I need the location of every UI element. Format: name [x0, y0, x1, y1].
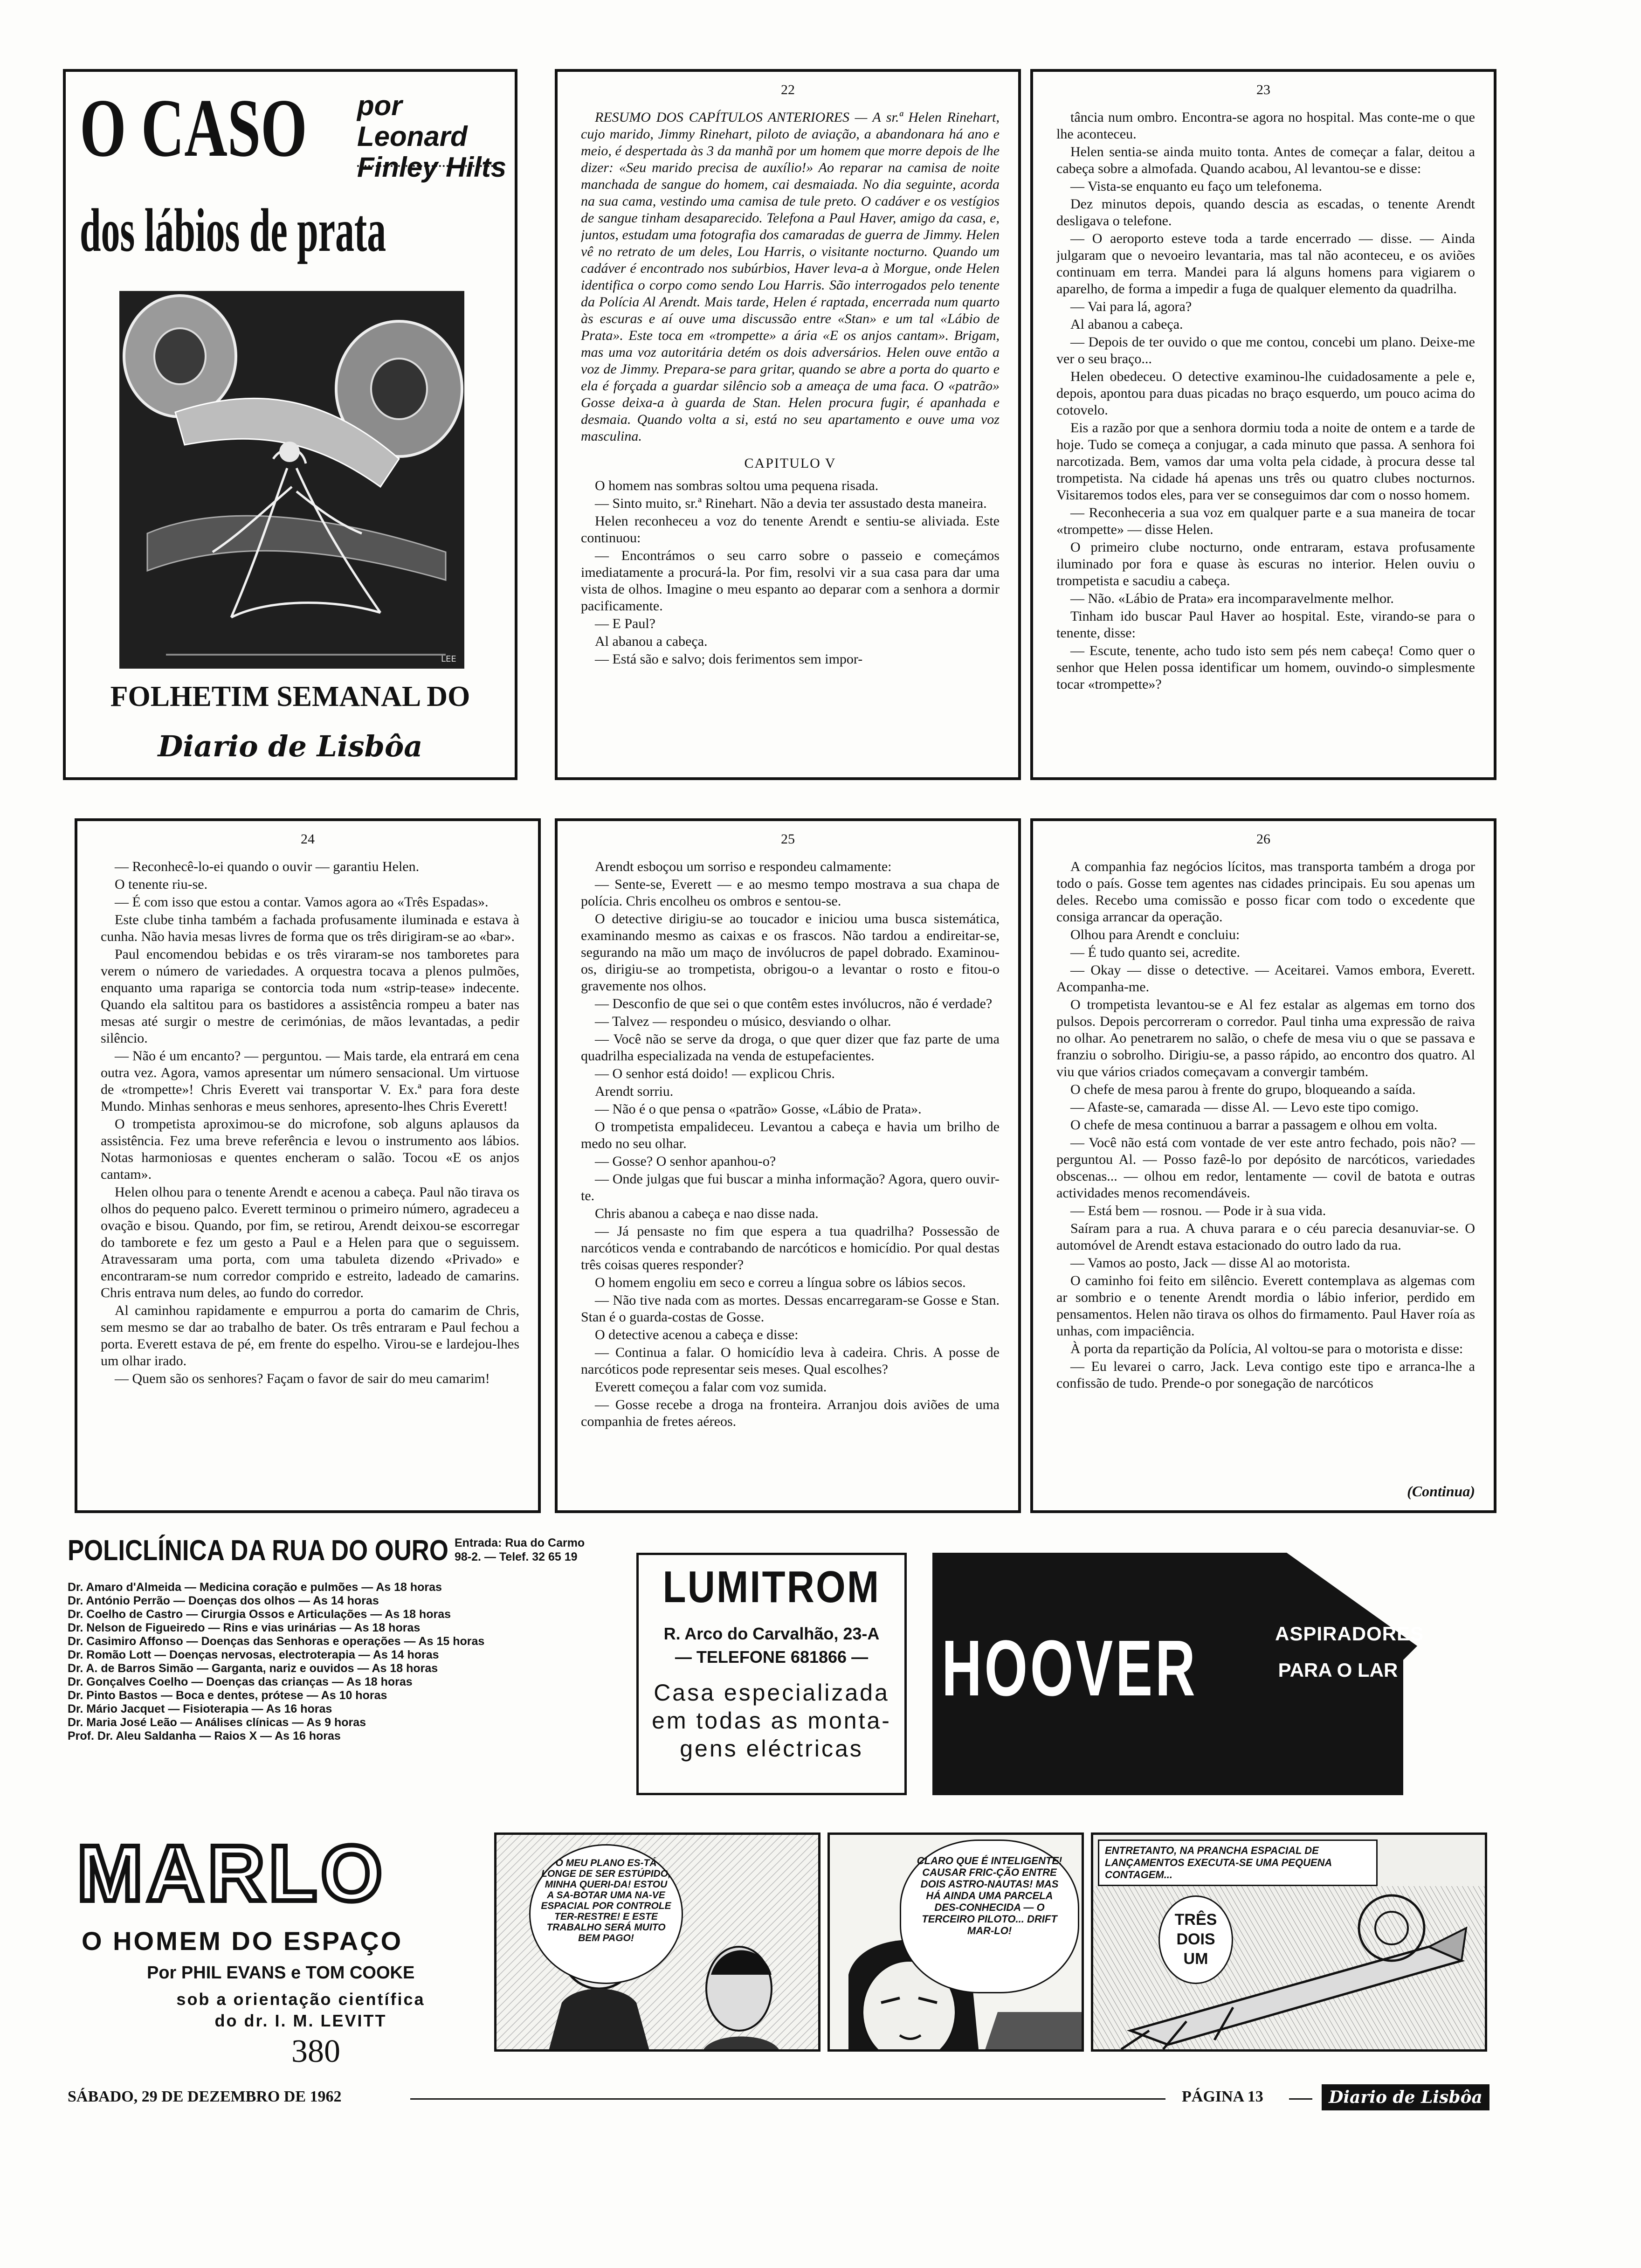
paragraph: Paul encomendou bebidas e os três viraram-se nos tamboretes para verem o número de variedades. A orquestra tocava a plenos pulmões, enquanto uma rapariga se contorcia toda num «strip-tease» indecente. Quando ela saltitou para os bastidores a assistência rompeu a bater nas mesas até surgir o mestre de cerimónias, de mãos levantadas, a pedir silêncio.: [101, 947, 519, 1046]
byline-rule: [357, 165, 497, 170]
countdown-bubble: [1158, 1895, 1233, 1984]
paragraph: — Não tive nada com as mortes. Dessas encarregaram-se Gosse e Stan. Stan é o guarda-costas de Gosse.: [581, 1293, 1000, 1325]
doctor-row: Dr. Mário Jacquet — Fisioterapia — As 16 horas: [68, 1702, 332, 1715]
paragraph: — Reconhecê-lo-ei quando o ouvir — garantiu Helen.: [115, 859, 420, 874]
paragraph: — Está são e salvo; dois ferimentos sem impor-: [595, 651, 863, 667]
paragraph: Helen obedeceu. O detective examinou-lhe cuidadosamente a pele e, depois, apontou para duas picadas no braço esquerdo, um pouco acima do cotovelo.: [1056, 369, 1475, 418]
paragraph: — E Paul?: [595, 616, 655, 631]
tagline-line: Casa especializada: [654, 1680, 889, 1706]
paragraph: — Continua a falar. O homicídio leva à cadeira. Chris. A posse de narcóticos pode representar seis meses. Qual escolhes?: [581, 1345, 1000, 1377]
paragraph: A companhia faz negócios lícitos, mas transporta também a droga por todo o país. Gosse tem agentes nas cidades principais. Eu sou apenas um deles. Recebo uma comissão e posso ficar com todo o excedente que consiga arrancar da operação.: [1056, 859, 1475, 925]
paragraph: — Encontrámos o seu carro sobre o passeio e começámos imediatamente a procurá-la. Por fim, resolvi vir a sua casa para dar uma vista de olhos. Imagine o meu espanto ao deparar com a senhora a dormir pacificamente.: [581, 548, 1000, 614]
paragraph: O primeiro clube nocturno, onde entraram, estava profusamente iluminado por fora e quase às escuras no interior. Helen ouviu o trompetista e sacudiu a cabeça.: [1056, 539, 1475, 588]
comic-panel-3: [1091, 1832, 1487, 2052]
paragraph: O detective dirigiu-se ao toucador e iniciou uma busca sistemática, examinando mesmo as caixas e os frascos. Não tardou a endireitar-se, segurando na mão um maço de invólucros de papel dobrado. Examinou-os, dirigiu-se ao trompetista, obrigou-o a levantar o rosto e fitou-o gravemente nos olhos.: [581, 911, 1000, 994]
paragraph: Arendt sorriu.: [595, 1084, 674, 1099]
lumitrom-ad: [636, 1553, 907, 1795]
paragraph: Arendt esboçou um sorriso e respondeu calmamente:: [595, 859, 892, 874]
speech-bubble: CLARO QUE É INTELIGENTE! CAUSAR FRIC-ÇÃO ENTRE DOIS ASTRO-NAUTAS! MAS HÁ AINDA UMA PARCELA DES-CONHECIDA — O TERCEIRO PILOTO... DRIFT MAR-LO!: [900, 1839, 1079, 1993]
doctor-row: Dr. Amaro d'Almeida — Medicina coração e pulmões — As 18 horas: [68, 1581, 442, 1594]
lumitrom-address: R. Arco do Carvalhão, 23-A: [663, 1624, 880, 1643]
paragraph: tância num ombro. Encontra-se agora no hospital. Mas conte-me o que lhe aconteceu.: [1056, 110, 1475, 142]
paragraph: O trompetista empalideceu. Levantou a cabeça e havia um brilho de medo no seu olhar.: [581, 1119, 1000, 1151]
hoover-line-1: ASPIRADORES: [1275, 1623, 1424, 1645]
page-footer: [68, 2084, 1489, 2112]
paragraph: — Você não está com vontade de ver este antro fechado, pois não? — perguntou Al. — Posso fazê-lo por depósito de narcóticos, variedades obscenas... — olhou em redor, lentamente — covil de batota e outras actividades menos recomendáveis.: [1056, 1135, 1475, 1201]
doctor-row: Dr. Maria José Leão — Análises clínicas — As 9 horas: [68, 1716, 366, 1729]
paragraph: — Sinto muito, sr.ª Rinehart. Não a devia ter assustado desta maneira.: [595, 496, 987, 511]
story-subtitle: dos lábios de prata: [80, 196, 386, 264]
paragraph: Helen reconheceu a voz do tenente Arendt e sentiu-se aliviada. Este continuou:: [581, 513, 1000, 546]
paragraph: — É tudo quanto sei, acredite.: [1070, 945, 1241, 960]
paragraph: Al caminhou rapidamente e empurrou a porta do camarim de Chris, sem mesmo se dar ao trabalho de bater. Os três entraram e Paul fechou a porta. Everett estava de pé, em frente do espelho. Virou-se e lardejou-lhes um olhar irado.: [101, 1303, 519, 1369]
doctor-row: Dr. Coelho de Castro — Cirurgia Ossos e Articulações — As 18 horas: [68, 1608, 451, 1621]
lumitrom-phone: — TELEFONE 681866 —: [675, 1647, 869, 1666]
hoover-ad: [932, 1553, 1492, 1814]
paragraph: — Onde julgas que fui buscar a minha informação? Agora, quero ouvir-te.: [581, 1171, 1000, 1203]
paragraph: Al abanou a cabeça.: [1070, 317, 1183, 332]
doctor-row: Dr. A. de Barros Simão — Garganta, nariz e ouvidos — As 18 horas: [68, 1662, 438, 1675]
story-text: [581, 109, 1000, 763]
paragraph: — Quem são os senhores? Façam o favor de sair do meu camarim!: [115, 1371, 490, 1386]
comic-guidance: [124, 1989, 478, 2032]
doctor-row: Dr. Nelson de Figueiredo — Rins e vias urinárias — As 18 horas: [68, 1621, 421, 1634]
paragraph: — Gosse recebe a droga na fronteira. Arranjou dois aviões de uma companhia de fretes aéreos.: [581, 1397, 1000, 1429]
tagline-line: em todas as monta-: [652, 1708, 891, 1734]
paragraph: Saíram para a rua. A chuva parara e o céu parecia desanuviar-se. O automóvel de Arendt estava estacionado do outro lado da rua.: [1056, 1221, 1475, 1253]
doctor-list: [68, 1581, 484, 1743]
story-page-26: [1030, 818, 1496, 1513]
paragraph: Tinham ido buscar Paul Haver ao hospital. Este, virando-se para o tenente, disse:: [1056, 608, 1475, 641]
countdown-word: DOIS: [1176, 1930, 1215, 1948]
doctor-row: Dr. Gonçalves Coelho — Doenças das crianças — As 18 horas: [68, 1675, 413, 1688]
continued-label: (Continua): [1407, 1483, 1475, 1500]
speech-bubble: O MEU PLANO ES-TÁ LONGE DE SER ESTÚPIDO, MINHA QUERI-DA! ESTOU A SA-BOTAR UMA NA-VE ESPACIAL POR CONTROLE TER-RESTRE! E ESTE TRABALHO SERÁ MUITO BEM PAGO!: [529, 1844, 683, 1984]
phone-line: 98-2. — Telef. 32 65 19: [455, 1550, 578, 1563]
paragraph: Helen olhou para o tenente Arendt e acenou a cabeça. Paul não tirava os olhos do pequeno palco. Everett terminou o primeiro número, agradeceu a ovação e bisou. Quando, por fim, se retirou, Arendt deixou-se escorregar do tamborete e fez um gesto a Paul e a Helen para que o seguissem. Atravessaram uma porta, com uma tabuleta dizendo «Privado» e encontraram-se num corredor comprido e estreito, ladeado de camarins. Chris entrava num deles, ao fundo do corredor.: [101, 1184, 519, 1300]
paragraph: Helen sentia-se ainda muito tonta. Antes de começar a falar, deitou a cabeça sobre a almofada. Quando acabou, Al levantou-se e disse:: [1056, 144, 1475, 176]
paragraph: O chefe de mesa parou à frente do grupo, bloqueando a saída.: [1070, 1082, 1416, 1097]
paragraph: — Você não se serve da droga, o que quer dizer que faz parte de uma quadrilha especializada na venda de estupefacientes.: [581, 1031, 1000, 1064]
footer-page: PÁGINA 13: [1182, 2088, 1263, 2105]
paragraph: — Okay — disse o detective. — Aceitarei. Vamos embora, Everett. Acompanha-me.: [1056, 962, 1475, 995]
comic-panel-2: [827, 1832, 1084, 2052]
paragraph: — Talvez — respondeu o músico, desviando o olhar.: [595, 1014, 891, 1029]
page-number: 22: [781, 82, 795, 97]
paragraph: À porta da repartição da Polícia, Al voltou-se para o motorista e disse:: [1070, 1341, 1463, 1356]
paragraph: — É com isso que estou a contar. Vamos agora ao «Três Espadas».: [115, 894, 489, 910]
paragraph: O tenente riu-se.: [115, 877, 208, 892]
paragraph: O detective acenou a cabeça e disse:: [595, 1327, 799, 1342]
paragraph: Olhou para Arendt e concluiu:: [1070, 927, 1240, 942]
paragraph: O homem nas sombras soltou uma pequena risada.: [595, 478, 879, 493]
byline-line-1: por Leonard: [357, 90, 468, 152]
doctor-row: Dr. Pinto Bastos — Boca e dentes, prótese — As 10 horas: [68, 1689, 387, 1702]
newspaper-masthead: Diario de Lisbôa: [158, 729, 423, 763]
policlinica-address: [455, 1536, 585, 1564]
paragraph: — Não é um encanto? — perguntou. — Mais tarde, ela entrará em cena outra vez. Agora, vamos apresentar um número sensacional. Um virtuose de «trompette»! Chris Everett vai transportar V. Ex.ª para fora deste Mundo. Minhas senhoras e meus senhores, apresento-lhes Chris Everett!: [101, 1048, 519, 1114]
story-page-23: [1030, 69, 1496, 780]
countdown-word: UM: [1183, 1950, 1208, 1968]
paragraph: — Não é o que pensa o «patrão» Gosse, «Lábio de Prata».: [595, 1101, 922, 1117]
hoover-tagline: [1275, 1623, 1424, 1681]
paragraph: — Sente-se, Everett — e ao mesmo tempo mostrava a sua chapa de polícia. Chris encolheu os ombros e sentou-se.: [581, 877, 1000, 909]
paragraph: O trompetista levantou-se e Al fez estalar as algemas em torno dos pulsos. Depois percorreram o corredor. Paul tinha uma expressão de raiva no olhar. Ao penetrarem no salão, o chefe de mesa viu o que se passava e franziu o sobrolho. Dirigiu-se, a passo rápido, ao encontro dos quatro. Al viu que vários criados começavam a convergir também.: [1056, 997, 1475, 1079]
story-page-24: [75, 818, 541, 1513]
footer-masthead: Diario de Lisbôa: [1322, 2084, 1489, 2110]
comic-title: MARLO: [77, 1829, 386, 1918]
paragraph: — Afaste-se, camarada — disse Al. — Levo este tipo comigo.: [1070, 1099, 1419, 1115]
footer-date: SÁBADO, 29 DE DEZEMBRO DE 1962: [68, 2088, 342, 2105]
narration-caption: ENTRETANTO, NA PRANCHA ESPACIAL DE LANÇAMENTOS EXECUTA-SE UMA PEQUENA CONTAGEM...: [1098, 1839, 1378, 1886]
feuilleton-title-panel: [63, 69, 517, 780]
strip-number: 380: [291, 2033, 340, 2069]
paragraph: Al abanou a cabeça.: [595, 634, 708, 649]
doctor-row: Dr. Romão Lott — Doenças nervosas, electroterapia — As 14 horas: [68, 1648, 439, 1661]
paragraph: O trompetista aproximou-se do microfone, sob alguns aplausos da assistência. Fez uma breve referência e levou o instrumento aos lábios. Notas harmoniosas e quentes encheram o salão. Tocou «E os anjos cantam».: [101, 1116, 519, 1182]
tagline-line: gens eléctricas: [680, 1736, 863, 1762]
story-title: O CASO: [80, 82, 307, 174]
marlo-comic-header: [68, 1828, 478, 2070]
byline-line-2: Finley Hilts: [357, 152, 507, 183]
story-text: [581, 858, 1000, 1496]
comic-authors: Por PHIL EVANS e TOM COOKE: [147, 1963, 415, 1983]
paragraph: Eis a razão por que a senhora dormiu toda a noite de ontem e a tarde de hoje. Tudo se começa a conjugar, a cada minuto que passa. A senhora foi narcotizada. Bem, vamos dar uma volta pela cidade, à procura desse tal trompetista. Na cidade há apenas uns três ou quatro clubes nocturnos. Visitaremos todos eles, para ver se conseguimos dar com o nosso homem.: [1056, 420, 1475, 503]
countdown-word: TRÊS: [1174, 1911, 1217, 1929]
doctor-row: Dr. Casimiro Affonso — Doenças das Senhoras e operações — As 15 horas: [68, 1635, 485, 1648]
hoover-line-2: PARA O LAR: [1278, 1659, 1398, 1681]
page-number: 26: [1256, 831, 1270, 847]
comic-panel-1: [494, 1832, 820, 2052]
paragraph: — O aeroporto esteve toda a tarde encerrado — disse. — Ainda julgaram que o nevoeiro levantaria, mas tal não aconteceu, e os aviões continuam em terra. Mandei para lá alguns homens para vigiarem o aparelho, de forma a impedir a fuga de qualquer elemento da quadrilha.: [1056, 231, 1475, 297]
paragraph: Everett começou a falar com voz sumida.: [595, 1379, 827, 1395]
paragraph: Chris abanou a cabeça e nao disse nada.: [595, 1206, 819, 1221]
policlinica-title: POLICLÍNICA DA RUA DO OURO: [68, 1535, 448, 1567]
lumitrom-name: LUMITROM: [662, 1562, 881, 1612]
lumitrom-tagline: [639, 1679, 904, 1763]
page-number: 25: [781, 831, 795, 847]
paragraph: — Gosse? O senhor apanhou-o?: [595, 1154, 776, 1169]
hoover-brand: HOOVER: [942, 1624, 1198, 1713]
paragraph: Dez minutos depois, quando descia as escadas, o tenente Arendt desligava o telefone.: [1056, 196, 1475, 228]
page-number: 23: [1256, 82, 1270, 97]
page-number: 24: [301, 831, 315, 847]
policlinica-ad: [68, 1534, 627, 1795]
doctor-row: Dr. António Perrão — Doenças dos olhos — As 14 horas: [68, 1594, 379, 1607]
paragraph: — Reconheceria a sua voz em qualquer parte e a sua maneira de tocar «trompette» — disse Helen.: [1056, 505, 1475, 537]
paragraph: — Vamos ao posto, Jack — disse Al ao motorista.: [1070, 1255, 1351, 1271]
footer-rule-left: [410, 2098, 1165, 2100]
paragraph: — Depois de ter ouvido o que me contou, concebi um plano. Deixe-me ver o seu braço...: [1056, 334, 1475, 366]
paragraph: — Não. «Lábio de Prata» era incomparavelmente melhor.: [1070, 591, 1394, 606]
guidance-line: do dr. I. M. LEVITT: [214, 2011, 387, 2030]
series-label: FOLHETIM SEMANAL DO: [110, 681, 470, 712]
story-page-22: [555, 69, 1021, 780]
chapter-heading: CAPITULO V: [744, 456, 836, 471]
paragraph: — Já pensaste no fim que espera a tua quadrilha? Possessão de narcóticos venda e contrabando de narcóticos e homicídio. Por qual destas três coisas queres responder?: [581, 1224, 1000, 1272]
address-line: Entrada: Rua do Carmo: [455, 1536, 585, 1549]
footer-rule-right: [1289, 2098, 1312, 2100]
paragraph: O homem engoliu em seco e correu a língua sobre os lábios secos.: [595, 1275, 966, 1290]
svg-text:LEE: LEE: [441, 654, 456, 664]
paragraph: O caminho foi feito em silêncio. Everett contemplava as algemas com ar sombrio e o tenente Arendt mordia o lábio inferior, perdido em pensamentos. Helen não tirava os olhos do firmamento. Paul Haver roía as unhas, com impaciência.: [1056, 1273, 1475, 1339]
paragraph: — Vai para lá, agora?: [1070, 299, 1192, 314]
paragraph: — Vista-se enquanto eu faço um telefonema.: [1070, 179, 1322, 194]
paragraph: — O senhor está doido! — explicou Chris.: [595, 1066, 835, 1081]
guidance-line: sob a orientação científica: [176, 1990, 425, 2009]
doctor-row: Prof. Dr. Aleu Saldanha — Raios X — As 16 horas: [68, 1729, 341, 1742]
paragraph: — Eu levarei o carro, Jack. Leva contigo este tipo e arranca-lhe a confissão de tudo. Prende-o por sonegação de narcóticos: [1056, 1359, 1475, 1391]
paragraph: O chefe de mesa continuou a barrar a passagem e olhou em volta.: [1070, 1117, 1438, 1133]
story-page-25: [555, 818, 1021, 1513]
paragraph: Este clube tinha também a fachada profusamente iluminada e estava à cunha. Não havia mesas livres de forma que os três dirigiram-se ao «bar».: [101, 912, 519, 944]
spaceship-woman-illustration: [119, 291, 464, 669]
paragraph: — Escute, tenente, acho tudo isto sem pés nem cabeça! Como quer o senhor que Helen possa identificar um homem, ouvindo-o simplesmente tocar «trompette»?: [1056, 643, 1475, 692]
story-illustration: [119, 291, 464, 669]
story-text: [1056, 858, 1475, 1478]
comic-subtitle: O HOMEM DO ESPAÇO: [82, 1926, 403, 1956]
summary-paragraph: RESUMO DOS CAPÍTULOS ANTERIORES — A sr.ª Helen Rinehart, cujo marido, Jimmy Rinehart, piloto de aviação, a abandonara há ano e meio, é despertada às 3 da manhã por um homem que morre depois de lhe dizer: «Seu marido precisa de auxílio!» Ao reparar na camisa de noite manchada de sangue do homem, cai desmaiada. No dia seguinte, acorda na sua cama, vestindo uma camisa de tule preto. O cadáver e os vestígios de sangue tinham desaparecido. Telefona a Paul Haver, amigo da casa, e, juntos, estudam uma fotografia dos camaradas de guerra de Jimmy. Helen vê no retrato de um deles, Lou Harris, o visitante nocturno. Quando um cadáver é encontrado nos subúrbios, Haver leva-a à Morgue, onde Helen identifica o corpo como sendo Lou Harris. São interrogados pelo tenente da Polícia Al Arendt. Mais tarde, Helen é raptada, encerrada num quarto às escuras e aí ouve uma discussão entre «Stan» e um tal «Lábio de Prata». Este toca em «trompette» a ária «E os anjos cantam». Brigam, mas uma voz autoritária detém os dois adversários. Helen ouve então a voz de Jimmy. Prepara-se para gritar, quando se abre a porta do quarto e ela é forçada a guardar silêncio sob a ameaça de uma faca. O «patrão» Gosse deixa-a à guarda de Stan. Helen procura fugir, é apanhada e desmaia. Quando volta a si, está no seu apartamento e ouve uma voz masculina.: [581, 110, 1000, 444]
paragraph: — Desconfio de que sei o que contêm estes invólucros, não é verdade?: [595, 996, 993, 1011]
story-text: [101, 858, 519, 1496]
paragraph: — Está bem — rosnou. — Pode ir à sua vida.: [1070, 1203, 1326, 1218]
story-text: [1056, 109, 1475, 763]
